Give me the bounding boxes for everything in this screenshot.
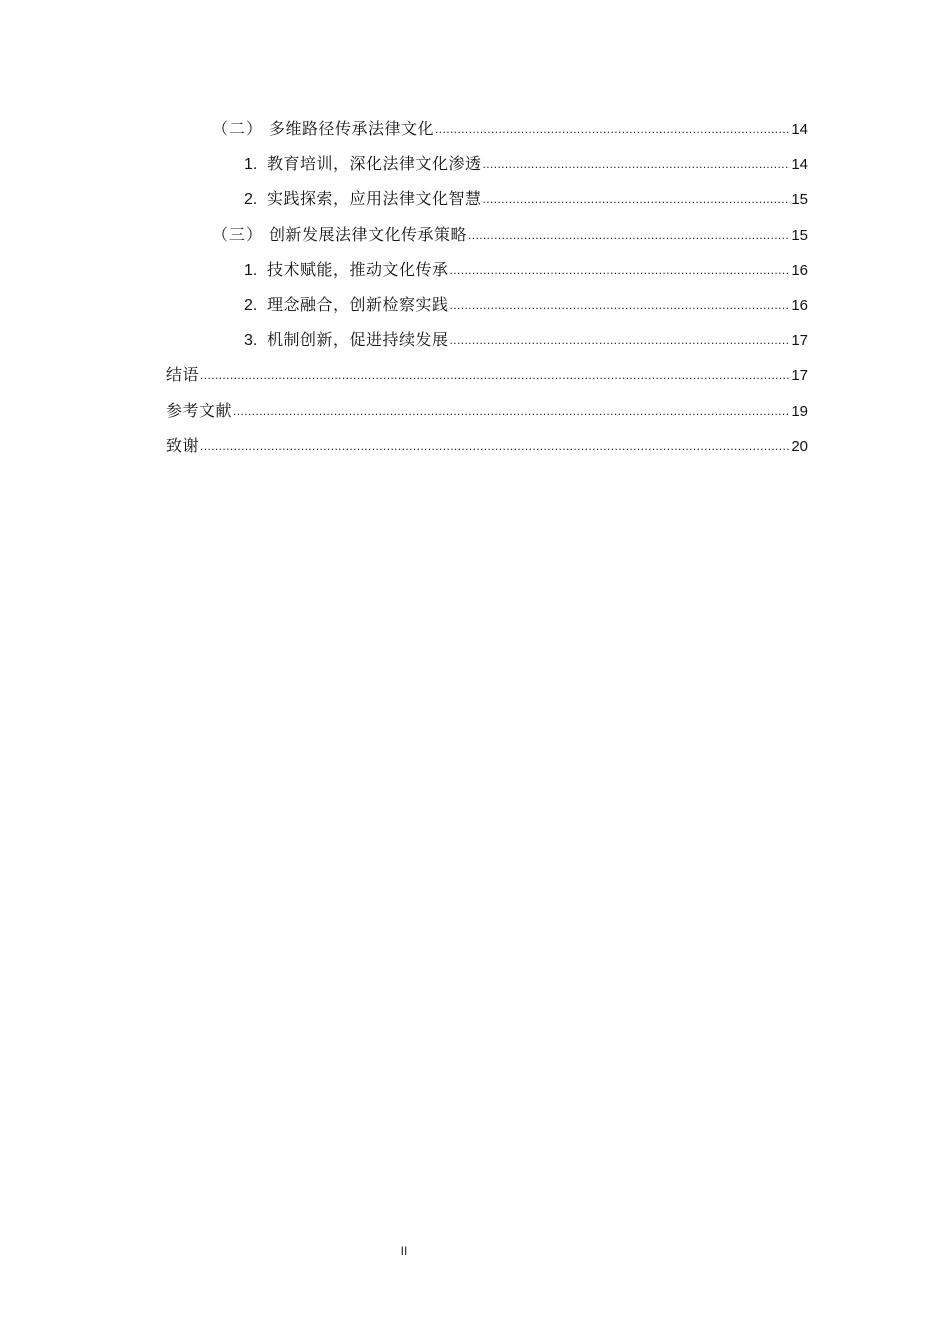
- toc-entry-title: 致谢: [166, 435, 200, 455]
- toc-entry-page: 17: [791, 367, 808, 385]
- toc-entry-page: 14: [791, 156, 808, 174]
- toc-entry-number: （三）: [212, 224, 264, 244]
- toc-entry[interactable]: [166, 435, 808, 470]
- toc-entry-title: 机制创新，促进持续发展: [267, 330, 449, 350]
- toc-entry-page: 17: [791, 332, 808, 350]
- dot-leader: [233, 400, 790, 422]
- toc-entry[interactable]: [166, 188, 808, 223]
- dot-leader: [483, 188, 791, 210]
- toc-entry-number: 3.: [244, 332, 258, 350]
- toc-entry-page: 20: [791, 437, 808, 455]
- dot-leader: [435, 118, 790, 140]
- toc-entry-page: 16: [791, 261, 808, 279]
- dot-leader: [450, 329, 791, 351]
- toc-entry[interactable]: [166, 259, 808, 294]
- toc-entry-title: 创新发展法律文化传承策略: [269, 224, 468, 244]
- toc-entry-title: 参考文献: [166, 400, 233, 420]
- toc-entry-page: 14: [791, 121, 808, 138]
- dot-leader: [200, 364, 790, 386]
- toc-entry-page: 15: [791, 191, 808, 209]
- footer-page-number: II: [400, 1244, 408, 1258]
- toc-entry-number: 1.: [244, 156, 258, 174]
- toc-entry-page: 19: [791, 402, 808, 420]
- toc-entry[interactable]: [166, 118, 808, 153]
- toc-entry-title: 教育培训，深化法律文化渗透: [267, 154, 482, 174]
- toc-entry[interactable]: [166, 294, 808, 329]
- dot-leader: [468, 224, 790, 246]
- dot-leader: [200, 435, 790, 457]
- toc-entry-page: 16: [791, 296, 808, 314]
- toc-entry-title: 实践探索，应用法律文化智慧: [267, 189, 482, 209]
- dot-leader: [483, 153, 791, 175]
- toc-entry[interactable]: [166, 364, 808, 399]
- toc-entry-number: 2.: [244, 296, 258, 314]
- toc-entry-title: 理念融合，创新检察实践: [267, 294, 449, 314]
- toc-entry[interactable]: [166, 224, 808, 259]
- toc-entry-title: 多维路径传承法律文化: [269, 119, 435, 138]
- toc-entry[interactable]: [166, 400, 808, 435]
- toc-entry-title: 结语: [166, 365, 200, 385]
- toc-entry-number: 2.: [244, 191, 258, 209]
- toc-entry-number: （二）: [212, 119, 264, 138]
- table-of-contents: [166, 118, 808, 470]
- dot-leader: [450, 294, 791, 316]
- toc-entry[interactable]: [166, 329, 808, 364]
- toc-entry-number: 1.: [244, 261, 258, 279]
- toc-entry[interactable]: [166, 153, 808, 188]
- dot-leader: [450, 259, 791, 281]
- toc-entry-title: 技术赋能，推动文化传承: [267, 259, 449, 279]
- toc-entry-page: 15: [791, 226, 808, 244]
